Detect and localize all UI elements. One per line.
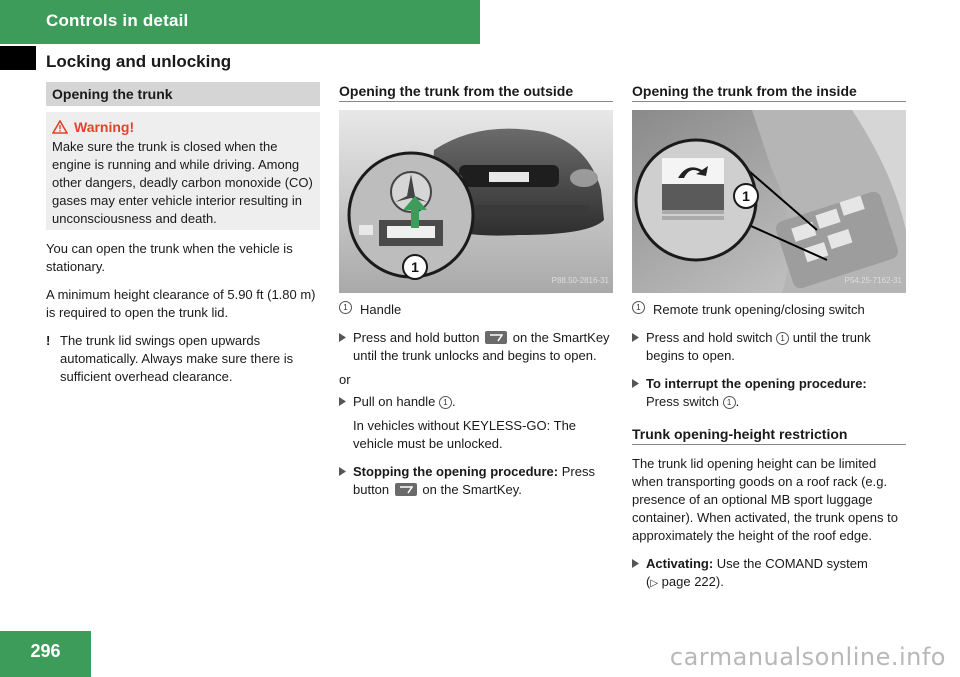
legend-handle: [339, 301, 613, 319]
warning-box: [46, 112, 320, 230]
step-arrow-icon: [339, 329, 347, 365]
legend-number: 1: [339, 301, 352, 314]
step-arrow-icon: [339, 463, 347, 499]
legend-text: Remote trunk opening/closing switch: [653, 302, 865, 317]
step2-text-b: .: [735, 394, 740, 409]
step3-text-b: on the SmartKey.: [422, 482, 522, 497]
door-switch-photo: [632, 110, 906, 293]
step3-text-a: Press button: [353, 464, 595, 497]
heading-inside: Opening the trunk from the inside: [632, 82, 906, 102]
step-arrow-icon: [339, 393, 347, 411]
column-middle: [339, 82, 613, 499]
step2-text-a: Press switch: [646, 394, 719, 409]
trunk-key-icon: [395, 483, 417, 496]
step-pull-handle: [339, 393, 613, 411]
legend-text: Handle: [360, 302, 402, 317]
step2-number: 1: [439, 396, 452, 409]
step3-text-a: Use the COMAND system: [716, 556, 868, 571]
step2-number: 1: [723, 396, 736, 409]
paragraph-stationary: You can open the trunk when the vehicle is stationary.: [46, 241, 293, 274]
warning-text: Make sure the trunk is closed when the engine is running and while driving. Among other dangers, deadly carbon monoxide (CO) gases may enter vehicle interior resulting in unconsciousness and death.: [52, 139, 313, 226]
step-arrow-icon: [632, 329, 640, 365]
trunk-exterior-photo: [339, 110, 613, 293]
step-press-button: [339, 329, 613, 365]
step-interrupt: [632, 375, 906, 411]
step1-text-a: Press and hold switch: [646, 330, 773, 345]
subsection-title: Locking and unlocking: [46, 52, 232, 71]
step3-bold: Activating:: [646, 556, 714, 571]
warning-triangle-icon: [52, 120, 68, 134]
step1-text-a: Press and hold button: [353, 330, 480, 345]
column-right: [632, 82, 906, 593]
image-code: P54.25-7162-31: [844, 276, 902, 285]
step1-text-b: until the trunk begins to open.: [646, 330, 871, 363]
photo-callout-number: 1: [411, 259, 419, 275]
heading-outside: Opening the trunk from the outside: [339, 82, 613, 102]
step2-bold: To interrupt the opening procedure:: [646, 376, 867, 391]
page-number: 296: [0, 631, 91, 677]
note-text: The trunk lid swings open upwards automatically. Always make sure there is sufficient overhead clearance.: [60, 333, 294, 384]
header-marker: [0, 46, 36, 70]
step2-text-a: Pull on handle: [353, 394, 436, 409]
or-text: or: [339, 372, 351, 387]
column-left: [46, 82, 320, 386]
step-activating: Activating: Use the COMAND system (▷ page 222).: [632, 555, 906, 593]
step-stop-opening: [339, 463, 613, 499]
paragraph-clearance: A minimum height clearance of 5.90 ft (1.80 m) is required to open the trunk lid.: [46, 287, 316, 320]
step2-text-b: .: [452, 394, 456, 409]
page-reference[interactable]: page 222).: [661, 574, 724, 589]
page-ref-icon: ▷: [650, 578, 659, 589]
note-mark: !: [46, 333, 51, 348]
section-title: Controls in detail: [46, 11, 189, 30]
box-heading: Opening the trunk: [46, 82, 320, 106]
heading-height-restriction: Trunk opening-height restriction: [632, 425, 906, 445]
step2-subtext: In vehicles without KEYLESS-GO: The vehicle must be unlocked.: [353, 418, 577, 451]
step1-text-b: on the SmartKey until the trunk unlocks and begins to open.: [353, 330, 610, 363]
step-press-switch: [632, 329, 906, 365]
legend-switch: [632, 301, 906, 319]
note: [46, 332, 320, 386]
header-bar: [0, 0, 480, 44]
image-code: P88.50-2816-31: [551, 276, 609, 285]
legend-number: 1: [632, 301, 645, 314]
step-arrow-icon: [632, 555, 640, 593]
warning-title-text: Warning!: [74, 119, 135, 135]
trunk-key-icon: [485, 331, 507, 344]
warning-title: [52, 118, 314, 136]
step-arrow-icon: [632, 375, 640, 411]
step3-bold: Stopping the opening procedure:: [353, 464, 559, 479]
watermark: carmanualsonline.info: [669, 643, 946, 671]
photo-callout-number: 1: [742, 188, 750, 204]
step1-number: 1: [776, 332, 789, 345]
paragraph-height-restriction: The trunk lid opening height can be limited when transporting goods on a roof rack (e.g. presence of an optional MB sport luggage container). When activated, the trunk opens to approximately the height of the roof edge.: [632, 456, 898, 543]
